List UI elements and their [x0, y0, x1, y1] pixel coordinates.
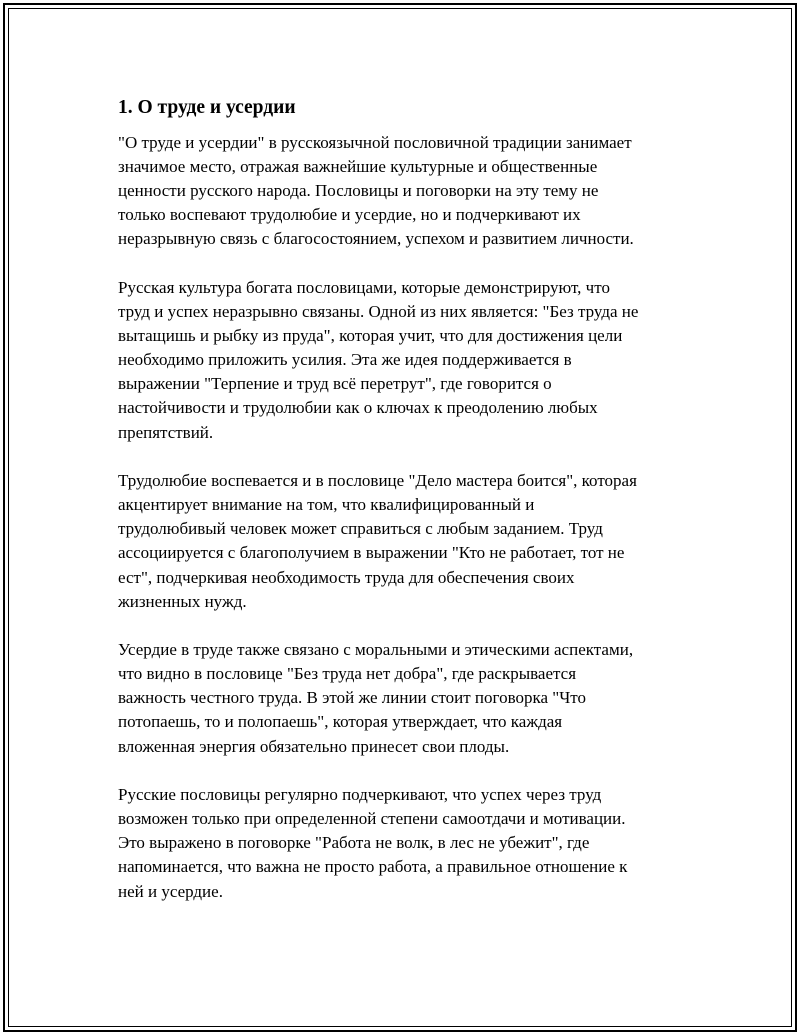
document-body — [118, 92, 693, 928]
paragraph-2 — [118, 276, 693, 445]
text-line: выражении "Терпение и труд всё перетрут", где говорится о — [118, 374, 552, 394]
text-line: жизненных нужд. — [118, 591, 247, 611]
text-line: важность честного труда. В этой же линии стоит поговорка "Что — [118, 688, 586, 708]
text-line: акцентирует внимание на том, что квалифицированный и — [118, 495, 535, 515]
text-line: неразрывную связь с благосостоянием, успехом и развитием личности. — [118, 229, 634, 249]
text-line: Усердие в труде также связано с моральными и этическими аспектами, — [118, 640, 634, 660]
text-line: Русская культура богата пословицами, которые демонстрируют, что — [118, 277, 610, 297]
text-line: необходимо приложить усилия. Эта же идея поддерживается в — [118, 350, 572, 370]
text-line: только воспевают трудолюбие и усердие, но и подчеркивают их — [118, 205, 581, 225]
text-line: возможен только при определенной степени самоотдачи и мотивации. — [118, 809, 626, 829]
section-heading: 1. О труде и усердии — [118, 97, 296, 118]
text-line: вложенная энергия обязательно принесет свои плоды. — [118, 736, 510, 756]
text-line: ест", подчеркивая необходимость труда для обеспечения своих — [118, 567, 575, 587]
text-line: Это выражено в поговорке "Работа не волк, в лес не убежит", где — [118, 833, 590, 853]
text-line: что видно в пословице "Без труда нет добра", где раскрывается — [118, 664, 577, 684]
paragraph-4 — [118, 638, 693, 758]
text-line: ассоциируется с благополучием в выражении "Кто не работает, тот не — [118, 543, 625, 563]
text-line: вытащишь и рыбку из пруда", которая учит, что для достижения цели — [118, 326, 623, 346]
text-line: "О труде и усердии" в русскоязычной пословичной традиции занимает — [118, 133, 632, 152]
text-line: препятствий. — [118, 422, 214, 442]
text-line: ней и усердие. — [118, 881, 223, 901]
paragraph-5 — [118, 783, 693, 903]
text-line: настойчивости и трудолюбии как о ключах к преодолению любых — [118, 398, 598, 418]
paragraph-3 — [118, 469, 693, 614]
text-line: значимое место, отражая важнейшие культурные и общественные — [118, 157, 598, 177]
paragraph-1 — [118, 131, 693, 251]
text-line: ценности русского народа. Пословицы и поговорки на эту тему не — [118, 181, 599, 201]
text-line: напоминается, что важна не просто работа, а правильное отношение к — [118, 857, 628, 877]
text-line: Русские пословицы регулярно подчеркивают, что успех через труд — [118, 785, 602, 805]
text-line: трудолюбивый человек может справиться с любым заданием. Труд — [118, 519, 603, 539]
text-line: потопаешь, то и полопаешь", которая утверждает, что каждая — [118, 712, 563, 732]
text-line: Трудолюбие воспевается и в пословице "Дело мастера боится", которая — [118, 471, 637, 491]
text-line: труд и успех неразрывно связаны. Одной из них является: "Без труда не — [118, 302, 639, 322]
